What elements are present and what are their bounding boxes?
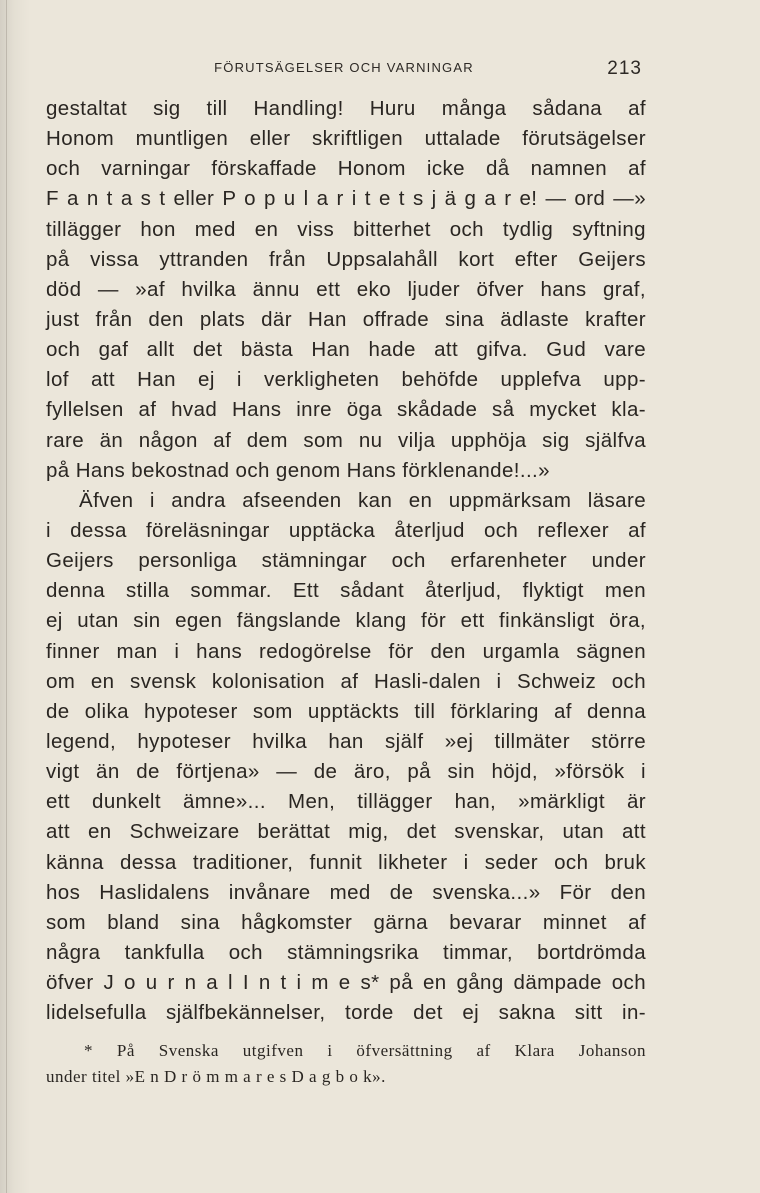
page-number: 213 [607,58,642,79]
text-line: rare än någon af dem som nu vilja upphöja sig själfva [46,428,646,452]
body-text [46,94,646,1028]
text-line: ej utan sin egen fängslande klang för ett finkänsligt öra, [46,609,646,633]
text-line: denna stilla sommar. Ett sådant återljud, flyktigt men [46,579,646,603]
text-line: legend, hypoteser hvilka han själf »ej tillmäter större [46,729,646,753]
text-line: och varningar förskaffade Honom icke då namnen af [46,157,646,181]
text-line: i dessa föreläsningar upptäcka återljud och reflexer af [46,518,646,542]
text-line: och gaf allt det bästa Han hade att gifva. Gud vare [46,338,646,362]
text-line: lof att Han ej i verkligheten behöfde upplefva upp- [46,368,646,392]
text-line: känna dessa traditioner, funnit likheter i seder och bruk [46,850,646,874]
text-line: lidelsefulla själfbekännelser, torde det ej sakna sitt in- [46,1001,646,1025]
text-line: som bland sina hågkomster gärna bevarar minnet af [46,910,646,934]
footnote-line: under titel »E n D r ö m m a r e s D a g b o k». [46,1067,386,1086]
text-line: fyllelsen af hvad Hans inre öga skådade så mycket kla- [46,398,646,422]
text-line: att en Schweizare berättat mig, det svenskar, utan att [46,820,646,844]
text-line: Honom muntligen eller skriftligen uttalade förutsägelser [46,127,646,151]
text-line: just från den plats där Han offrade sina ädlaste krafter [46,307,646,331]
text-line: hos Haslidalens invånare med de svenska...» För den [46,880,646,904]
text-line: tillägger hon med en viss bitterhet och tydlig syftning [46,217,646,241]
text-line: finner man i hans redogörelse för den urgamla sägnen [46,639,646,663]
text-line: Geijers personliga stämningar och erfarenheter under [46,549,646,573]
text-line: ett dunkelt ämne»... Men, tillägger han, »märkligt är [46,790,646,814]
running-head [46,58,642,82]
text-line: de olika hypoteser som upptäckts till förklaring af denna [46,699,646,723]
page-gutter-edge [6,0,7,1193]
paragraph-start-line: Äfven i andra afseenden kan en uppmärksam läsare [79,488,646,512]
text-line: om en svensk kolonisation af Hasli-dalen i Schweiz och [46,669,646,693]
text-line: öfver J o u r n a l I n t i m e s* på en gång dämpade och [46,971,646,995]
text-line: gestaltat sig till Handling! Huru många sådana af [46,97,646,120]
text-line: på Hans bekostnad och genom Hans förklenande!...» [46,458,550,482]
footnote [46,1038,646,1090]
text-line: F a n t a s t eller P o p u l a r i t e t s j ä g a r e! — ord —» [46,187,646,211]
footnote-line: * På Svenska utgifven i öfversättning af Klara Johanson [84,1041,646,1060]
text-line: vigt än de förtjena» — de äro, på sin höjd, »försök i [46,760,646,784]
text-line: död — »af hvilka ännu ett eko ljuder öfver hans graf, [46,277,646,301]
running-title: FÖRUTSÄGELSER OCH VARNINGAR [214,60,474,75]
text-line: några tankfulla och stämningsrika timmar, bortdrömda [46,940,646,964]
text-line: på vissa yttranden från Uppsalahåll kort efter Geijers [46,247,646,271]
